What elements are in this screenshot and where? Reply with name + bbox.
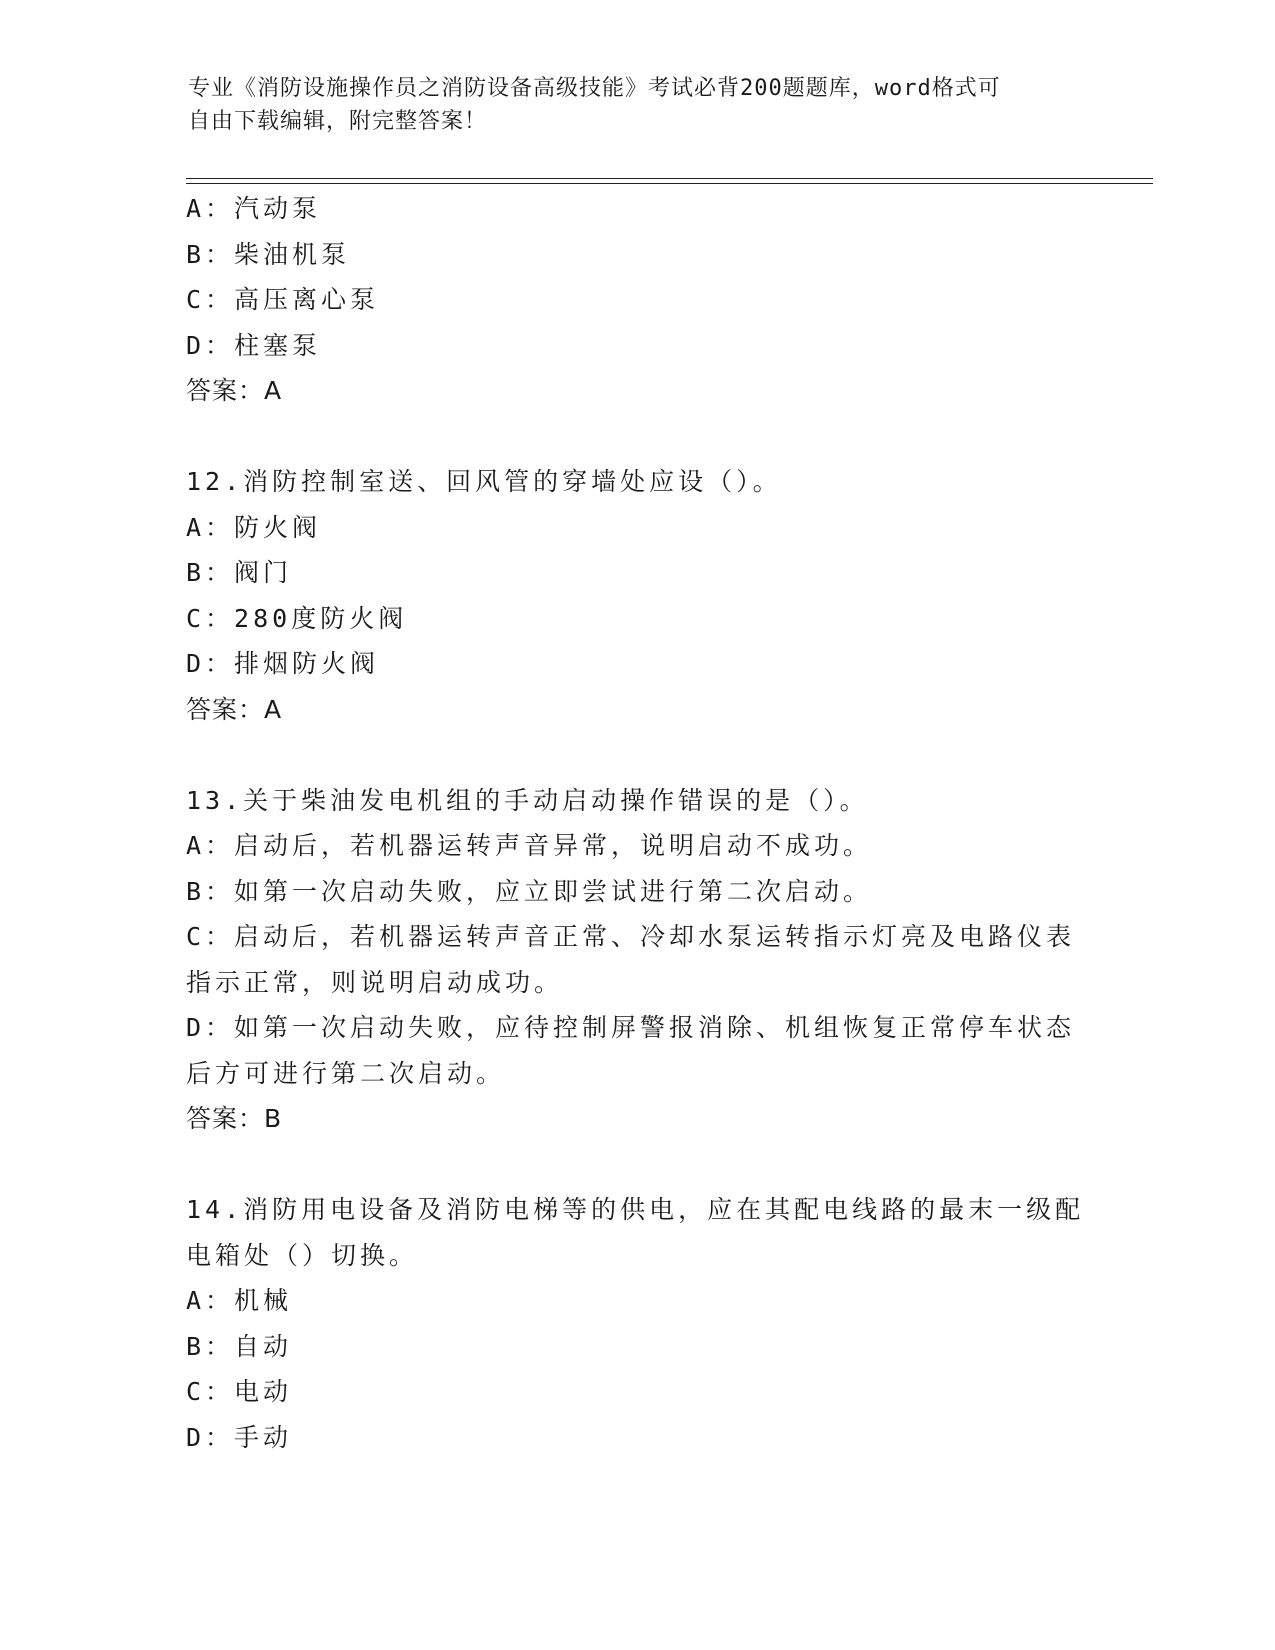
spacer [186,1142,1086,1188]
question-13-block [186,778,1086,1142]
option-d: D：柱塞泵 [186,330,322,360]
answer: 答案：A [186,694,283,724]
document-header [188,72,1068,138]
question-text: 13.关于柴油发电机组的手动启动操作错误的是（）。 [186,785,869,815]
option-c-continued: 指示正常，则说明启动成功。 [186,967,564,997]
answer: 答案：A [186,376,283,405]
option-b: B：如第一次启动失败，应立即尝试进行第二次启动。 [186,876,873,906]
spacer [186,414,1086,460]
option-d: D：排烟防火阀 [186,649,380,678]
option-a: A：机械 [186,1286,293,1315]
header-rule-top [186,178,1153,179]
option-d: D：如第一次启动失败，应待控制屏警报消除、机组恢复正常停车状态 [186,1013,1076,1042]
option-c: C：高压离心泵 [186,285,380,314]
option-d: D：手动 [186,1422,293,1452]
question-list [186,186,1086,1460]
question-text: 12.消防控制室送、回风管的穿墙处应设（）。 [186,467,782,496]
option-b: B：自动 [186,1331,293,1361]
question-12-block [186,459,1086,732]
option-b: B：阀门 [186,558,293,587]
spacer [186,732,1086,778]
option-d-continued: 后方可进行第二次启动。 [186,1058,506,1088]
answer: 答案：B [186,1104,283,1133]
question-text: 14.消防用电设备及消防电梯等的供电，应在其配电线路的最末一级配 [186,1195,1085,1224]
option-a: A：防火阀 [186,512,322,542]
question-14-block [186,1187,1086,1460]
option-c: C：280度防火阀 [186,603,408,633]
option-b: B：柴油机泵 [186,239,351,269]
question-11-block [186,186,1086,414]
option-c: C：启动后，若机器运转声音正常、冷却水泵运转指示灯亮及电路仪表 [186,922,1076,951]
option-a: A：汽动泵 [186,194,322,223]
header-rule-bottom [186,183,1153,184]
header-line-2: 自由下载编辑，附完整答案！ [188,109,488,134]
header-line-1: 专业《消防设施操作员之消防设备高级技能》考试必背200题题库，word格式可 [188,76,1001,101]
option-a: A：启动后，若机器运转声音异常，说明启动不成功。 [186,831,873,860]
option-c: C：电动 [186,1377,293,1406]
question-text-continued: 电箱处（）切换。 [186,1240,419,1270]
